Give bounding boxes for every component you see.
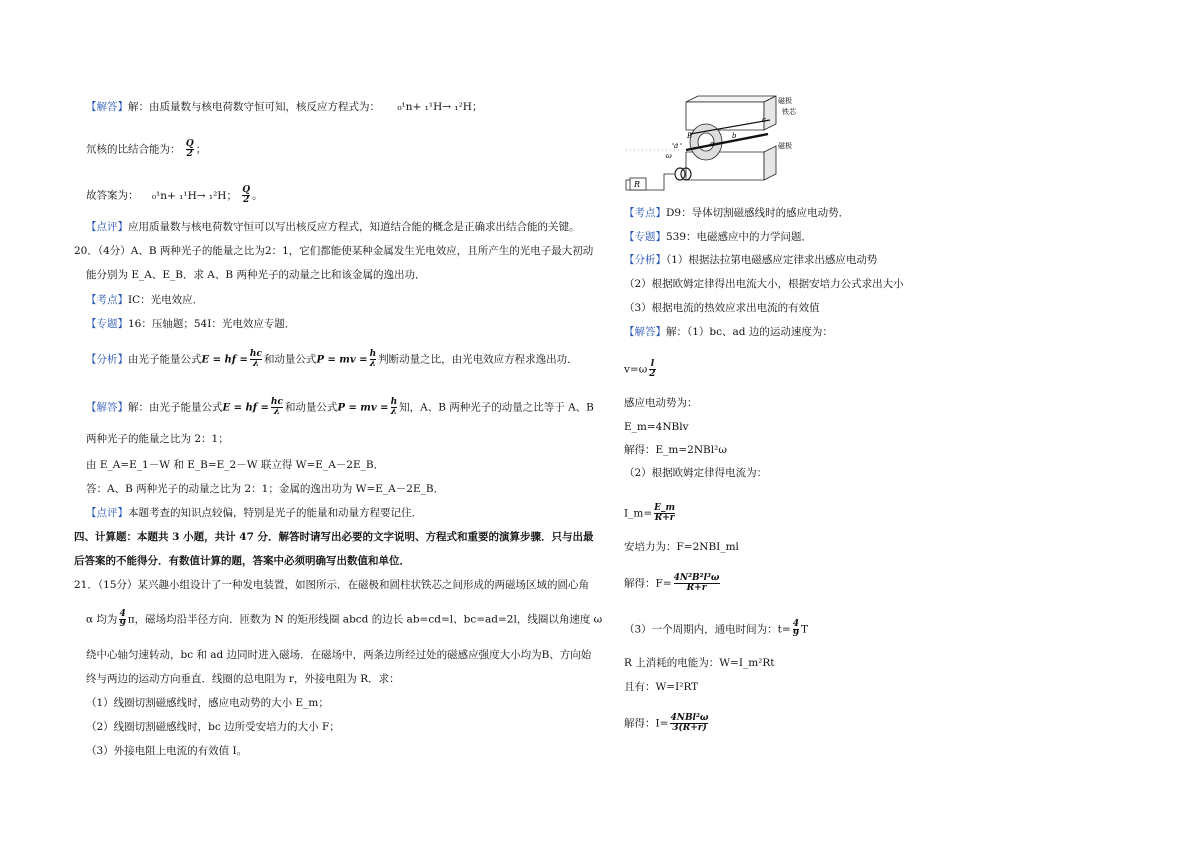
q20-answer: 【解答】解：由光子能量公式E = hf = $\frac{hc}{\lambda}$ 和动量公式P = mv = $\frac{h}{\lambda}$ 知，A、B 两种光子的动量之比等于 A、B: [86, 397, 594, 417]
nuclear-equation: ₀¹n+ ₁¹H→ ₁²H；: [397, 101, 483, 113]
binding-energy-line: 氘核的比结合能为： $\frac{Q}{2}$ ；: [86, 139, 207, 159]
top-pole-top-face: [686, 96, 776, 102]
force-solution: 解得：F= $\frac{\text{4N²B²l³ω}}{R+r}$: [624, 573, 720, 593]
q21-question-line1: 21．（15分）某兴趣小组设计了一种发电装置，如图所示．在磁极和圆柱状铁芯之间形成的两磁场区域的圆心角: [74, 579, 589, 591]
q21-analysis-1: 【分析】（1）根据法拉第电磁感应定律求出感应电动势: [624, 254, 878, 266]
label-core: 铁芯: [782, 108, 796, 116]
q21-question-line3: 绕中心轴匀速转动，bc 和 ad 边同时进入磁场．在磁场中，两条边所经过处的磁感应强度大小均为B、方向始: [86, 649, 592, 661]
q21-analysis-3: （3）根据电流的热效应求出电流的有效值: [624, 302, 820, 314]
label-pole-top: 磁极: [778, 97, 792, 105]
fraction-l-over-2: $\frac{l}{2}$: [649, 359, 656, 379]
label-omega: ω: [666, 152, 672, 160]
label-B: B: [687, 132, 693, 140]
section4-heading-line2: 后答案的不能得分．有数值计算的题，答案中必须明确写出数值和单位．: [74, 555, 410, 567]
q20-comment: 【点评】本题考查的知识点较偏，特别是光子的能量和动量方程要记住．: [86, 507, 422, 519]
fraction-hc-over-lambda: $\frac{hc}{\lambda}$: [270, 397, 283, 417]
fraction-h-over-lambda: $\frac{h}{\lambda}$: [390, 397, 398, 417]
answer-tag: 【解答】: [86, 101, 128, 113]
fraction-em-over-rr: $\frac{E\_m}{R+r}$: [654, 503, 676, 523]
q20-knowledge-point: 【考点】IC：光电效应．: [86, 294, 204, 306]
label-c: c: [762, 116, 766, 124]
label-b: b: [732, 132, 737, 140]
emf-label: 感应电动势为：: [624, 397, 698, 409]
fraction-4-over-9: $\frac{4}{9}$: [119, 609, 126, 629]
fraction-4-over-9: $\frac{4}{9}$: [792, 619, 799, 639]
fraction-current: $\frac{\text{4NBl²ω}}{3(R+r)}$: [670, 713, 709, 733]
label-a: a: [674, 142, 679, 150]
label-alpha: α: [710, 140, 715, 148]
q19-comment-line: 【点评】应用质量数与核电荷数守恒可以写出核反应方程式，知道结合能的概念是正确求出结合能的关键。: [86, 221, 580, 233]
section4-heading-line1: 四、计算题：本题共 3 小题，共计 47 分．解答时请写出必要的文字说明、方程式和重要的演算步骤．只与出最: [74, 531, 594, 543]
top-pole-front: [686, 102, 764, 130]
ampere-force-line: 安培力为：F=2NBI_ml: [624, 541, 739, 553]
q19-answer-line: [86, 100, 482, 114]
q21-subquestion-3: （3）外接电阻上电流的有效值 I。: [86, 745, 248, 757]
fraction-q-over-2: $\frac{Q}{2}$: [242, 185, 251, 205]
effective-current-solution: 解得：I= $\frac{\text{4NBl²ω}}{3(R+r)}$: [624, 713, 709, 733]
bottom-pole-side: [764, 146, 776, 180]
q20-question-line2: 能分别为 E_A、E_B．求 A、B 两种光子的动量之比和该金属的逸出功．: [86, 269, 426, 281]
energy-line-2: 且有：W=I²RT: [624, 681, 699, 693]
current-formula: I_m= $\frac{E\_m}{R+r}$: [624, 503, 676, 523]
q20-answer-line4: 答：A、B 两种光子的动量之比为 2：1；金属的逸出功为 W=E_A－2E_B．: [86, 483, 445, 495]
q20-topic: 【专题】16：压轴题；54I：光电效应专题．: [86, 318, 296, 330]
label-pole-bottom: 磁极: [778, 142, 792, 150]
q21-subquestion-2: （2）线圈切割磁感线时，bc 边所受安培力的大小 F；: [86, 721, 340, 733]
q21-answer-1: 【解答】解：（1）bc、ad 边的运动速度为：: [624, 326, 833, 338]
energy-line: R 上消耗的电能为：W=I_m²Rt: [624, 657, 775, 669]
q20-question-line1: 20．（4分）A、B 两种光子的能量之比为2：1，它们都能使某种金属发生光电效应，且所产生的光电子最大初动: [74, 245, 594, 257]
q19-final-answer-line: 故答案为： ₀¹n+ ₁¹H→ ₁²H； $\frac{Q}{2}$ 。: [86, 185, 263, 205]
emf-formula-1: E_m=4NBlv: [624, 421, 689, 433]
fraction-h-over-lambda: $\frac{h}{\lambda}$: [369, 349, 377, 369]
current-step-label: （2）根据欧姆定律得电流为：: [624, 467, 768, 479]
velocity-formula: v=ω $\frac{l}{2}$: [624, 359, 656, 379]
answer-text: 解：由质量数与核电荷数守恒可知，核反应方程式为：: [128, 101, 380, 113]
fraction-q-over-2: $\frac{Q}{2}$: [185, 139, 194, 159]
top-pole-side: [764, 96, 776, 130]
label-R: R: [634, 180, 641, 189]
q21-question-line4: 终与两边的运动方向垂直．线圈的总电阻为 r，外接电阻为 R．求：: [86, 673, 400, 685]
slip-ring: [675, 168, 685, 180]
q21-analysis-2: （2）根据欧姆定律得出电流大小，根据安培力公式求出大小: [624, 278, 904, 290]
generator-diagram: [624, 94, 824, 200]
binding-energy-text: 氘核的比结合能为：: [86, 143, 181, 156]
q20-analysis: 【分析】由光子能量公式E = hf = $\frac{hc}{\lambda}$ 和动量公式P = mv = $\frac{h}{\lambda}$ 判断动量之比，由光电效应方程求逸出功．: [86, 349, 578, 369]
q21-knowledge-point: 【考点】D9：导体切割磁感线时的感应电动势．: [624, 207, 850, 219]
emf-formula-2: 解得：E_m=2NBl²ω: [624, 444, 727, 456]
q20-answer-line3: 由 E_A=E_1－W 和 E_B=E_2－W 联立得 W=E_A－2E_B．: [86, 459, 385, 471]
time-line: （3）一个周期内，通电时间为：t= $\frac{4}{9}$ T: [624, 619, 808, 639]
q21-question-line2: α 均为 $\frac{4}{9}$ π，磁场均沿半径方向．匝数为 N 的矩形线圈 abcd 的边长 ab=cd=l、bc=ad=2l，线圈以角速度 ω: [86, 609, 603, 629]
q21-subquestion-1: （1）线圈切割磁感线时，感应电动势的大小 E_m；: [86, 697, 329, 709]
fraction-force: $\frac{\text{4N²B²l³ω}}{R+r}$: [673, 573, 720, 593]
q20-answer-line2: 两种光子的能量之比为 2：1；: [86, 433, 229, 445]
q21-topic: 【专题】539：电磁感应中的力学问题．: [624, 231, 813, 243]
fraction-hc-over-lambda: $\frac{hc}{\lambda}$: [249, 349, 262, 369]
